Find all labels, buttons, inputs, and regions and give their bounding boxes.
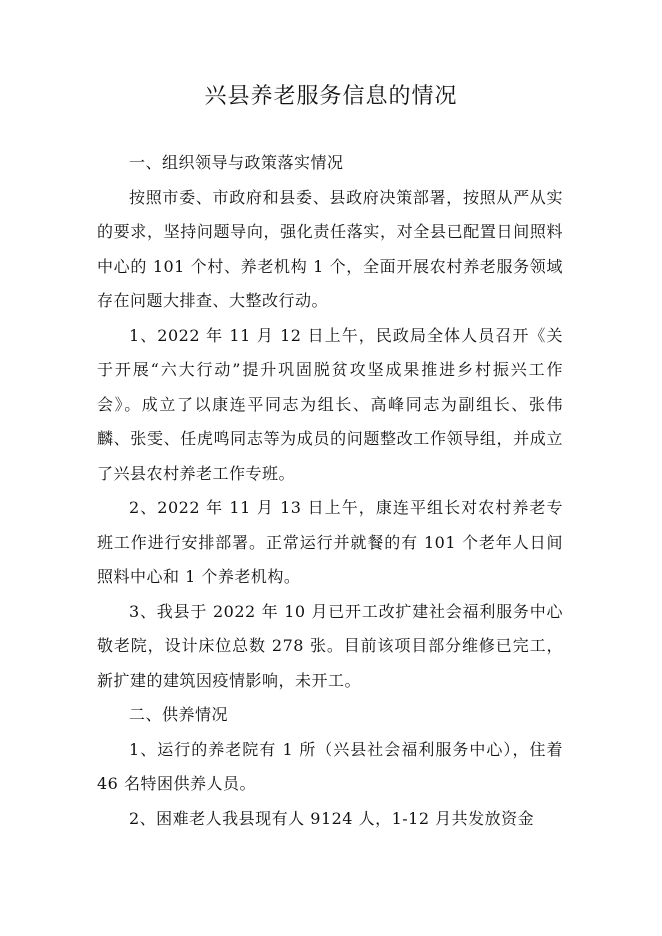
paragraph-intro: 按照市委、市政府和县委、县政府决策部署，按照从严从实的要求，坚持问题导向，强化责任落实，对全县已配置日间照料中心的 101 个村、养老机构 1 个，全面开展农村养老服务领域存在问题大排查、大整改行动。 (97, 187, 563, 310)
document-body (97, 146, 563, 836)
section-heading-support: 二、供养情况 (129, 705, 229, 724)
paragraph-support-2: 2、困难老人我县现有人 9124 人，1-12 月共发放资金 (129, 808, 535, 828)
section-heading-organization: 一、组织领导与政策落实情况 (129, 153, 344, 172)
document-title: 兴县养老服务信息的情况 (204, 84, 458, 109)
paragraph-support-1: 1、运行的养老院有 1 所（兴县社会福利服务中心），住着 46 名特困供养人员。 (97, 739, 563, 793)
paragraph-item-2: 2、2022 年 11 月 13 日上午，康连平组长对农村养老专班工作进行安排部署。正常运行并就餐的有 101 个老年人日间照料中心和 1 个养老机构。 (97, 498, 563, 586)
paragraph-item-3: 3、我县于 2022 年 10 月已开工改扩建社会福利服务中心敬老院，设计床位总数 278 张。目前该项目部分维修已完工，新扩建的建筑因疫情影响，未开工。 (97, 601, 563, 690)
paragraph-item-1: 1、2022 年 11 月 12 日上午，民政局全体人员召开《关于开展“六大行动”提升巩固脱贫攻坚成果推进乡村振兴工作会》。成立了以康连平同志为组长、高峰同志为副组长、张伟麟、张雯、任虎鸣同志等为成员的问题整改工作领导组，并成立了兴县农村养老工作专班。 (97, 325, 563, 483)
